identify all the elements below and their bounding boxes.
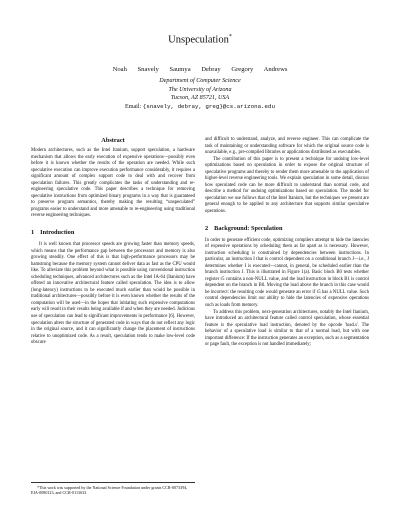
- paper-title: Unspeculation*: [168, 34, 232, 46]
- background-text-1: In order to generate efficient code, optimizing compilers attempt to hide the latencies of expensive operations by scheduling them as far apart as is necessary. However, instruction scheduling is constrained by dependencies between instructions. In particular, an instruction I that is control dependent on a conditional branch J—i.e., J determines whether I is executed—cannot, in general, be scheduled earlier than the branch instruction J. This is illustrated in Figure 1(a). Basic block B0 tests whether register r5 contains a non-NULL value, and the load instruction in block B1 is control dependent on the branch in B0. Moving the load above the branch in this case would be incorrect: the resulting code would generate an error if r5 has a NULL value. Such control dependencies limit our ability to hide the latencies of expensive operations such as loads from memory.: [205, 237, 369, 309]
- affiliation-city: Tucson, AZ 85721, USA: [170, 95, 230, 102]
- contribution-text: The contribution of this paper is to present a technique for undoing low-level optimizations based on speculation in order to expose the original structure of speculative programs and thereby to render them more amenable to the application of higher-level reverse engineering tools. We explain speculation in some detail, discuss how speculated code can be more difficult to understand than normal code, and describe a method for undoing optimizations based on speculation. The model for speculation we use follows that of the Intel Itanium, but the techniques we present are general enough to be applied to any architecture that supports similar speculative operations.: [205, 156, 369, 215]
- left-column: [31, 137, 195, 347]
- section-number: 1: [31, 229, 35, 237]
- background-text-2: To address this problem, next-generation architectures, notably the Intel Itanium, have introduced an architectural feature called control speculation, whose essential feature is the speculative load instruction, denoted by the opcode 'load.s'. The behavior of a speculative load is similar to that of a normal load, but with one important difference: If the instruction generates an exception, such as a segmentation or page fault, the exception is not handled immediately;: [205, 309, 369, 348]
- section-number: 2: [205, 224, 209, 232]
- affiliation-dept: Department of Computer Science: [159, 78, 241, 84]
- abstract-text: Modern architectures, such as the Intel Itanium, support speculation, a hardware mechanism that allows the early execution of expensive operations—possibly even before it is known whether the results of the operation are needed. While such speculative execution can improve execution performance considerably, it requires a significant amount of complex support code to deal with and recover from speculation failures. This greatly complicates the tasks of understanding and re-engineering speculative code. This paper describes a technique for removing speculative instructions from optimized binary programs in a way that is guaranteed to preserve program semantics, thereby making the resulting “unspeculated” programs easier to understand and more amenable to re-engineering using traditional reverse engineering techniques.: [31, 148, 195, 219]
- email-address: {snavely, debray, greg}@cs.arizona.edu: [142, 103, 275, 110]
- affiliation: [0, 77, 400, 103]
- affiliation-university: The University of Arizona: [168, 86, 232, 93]
- intro-continued-text: and difficult to understand, analyze, and reverse engineer. This can complicate the task of maintaining or understanding software for which the original source code is unavailable, e.g., pre-compiled libraries or applications distributed as executables.: [205, 137, 369, 156]
- footnote-text: *This work was supported by the National Science Foundation under grants CCR-0073394, EIA-0080123, and CCR-0113633.: [31, 485, 188, 496]
- intro-text: It is well known that processor speeds are growing faster than memory speeds, which means that the performance gap between the processors and memory is also growing steadily. One effect of this is that high-performance processors may be hamstrung because the memory system cannot deliver data as fast as the CPU would like. To alleviate this problem beyond what is possible using conventional instruction scheduling techniques, advanced architectures such as the Intel IA-64 (Itanium) have offered an innovative architectural feature called speculation. The idea is to allow (long-latency) instructions to be executed much earlier than would be possible in traditional architectures—possibly before it is even known whether the results of the computation will be used—in the hopes that initiating such expensive computations early will result in their results being available if and when they are needed. Judicious use of speculation can lead to significant improvements in performance [6]. However, speculation alters the structure of generated code in ways that do not reflect any logic in the original source, and it can significantly change the placement of instructions relative to unoptimized code. As a result, speculation tends to make low-level code obscure: [31, 242, 195, 346]
- title-footnote-mark: *: [228, 34, 232, 40]
- abstract-heading: Abstract: [101, 137, 125, 144]
- right-column: [205, 137, 369, 349]
- author-list: Noah Snavely Saumya Debray Gregory Andrews: [112, 66, 288, 73]
- footnote: [31, 482, 195, 496]
- section-title: Background: Speculation: [214, 224, 283, 232]
- author-email: [0, 103, 400, 110]
- section-title: Introduction: [40, 229, 75, 237]
- email-prefix: Email:: [125, 104, 142, 110]
- section-heading-intro: [31, 229, 195, 237]
- section-heading-background: [205, 225, 369, 233]
